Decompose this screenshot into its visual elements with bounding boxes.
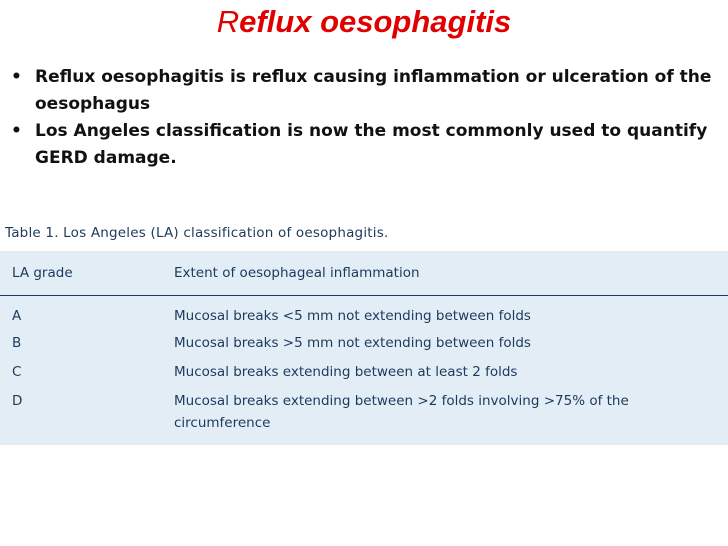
bullet-item (8, 64, 720, 118)
bullet-text: Los Angeles classification is now the most commonly used to quantify GERD damage. (35, 121, 708, 168)
table-header-divider (0, 295, 728, 296)
header-la-grade: LA grade (12, 265, 73, 281)
row-grade: C (12, 364, 22, 380)
row-grade: A (12, 308, 22, 324)
row-extent: Mucosal breaks extending between >2 folds involving >75% of the circumference (174, 393, 629, 431)
bullet-text: Reflux oesophagitis is reflux causing inflammation or ulceration of the oesophagus (35, 67, 712, 114)
row-grade: D (12, 393, 23, 409)
row-extent: Mucosal breaks >5 mm not extending between folds (174, 335, 531, 351)
row-extent: Mucosal breaks <5 mm not extending between folds (174, 308, 531, 324)
bullet-item (8, 118, 720, 172)
slide-title-rest: eflux oesophagitis (239, 4, 512, 39)
row-grade: B (12, 335, 22, 351)
slide-title-first-letter: R (216, 4, 240, 39)
row-extent: Mucosal breaks extending between at least 2 folds (174, 364, 518, 380)
table-caption: Table 1. Los Angeles (LA) classification of oesophagitis. (5, 225, 389, 241)
slide-title (0, 0, 728, 44)
classification-table (0, 251, 728, 445)
bullet-dot-icon: • (11, 121, 22, 141)
bullet-dot-icon: • (11, 67, 22, 87)
header-extent: Extent of oesophageal inflammation (174, 265, 420, 281)
bullet-list (8, 64, 720, 172)
